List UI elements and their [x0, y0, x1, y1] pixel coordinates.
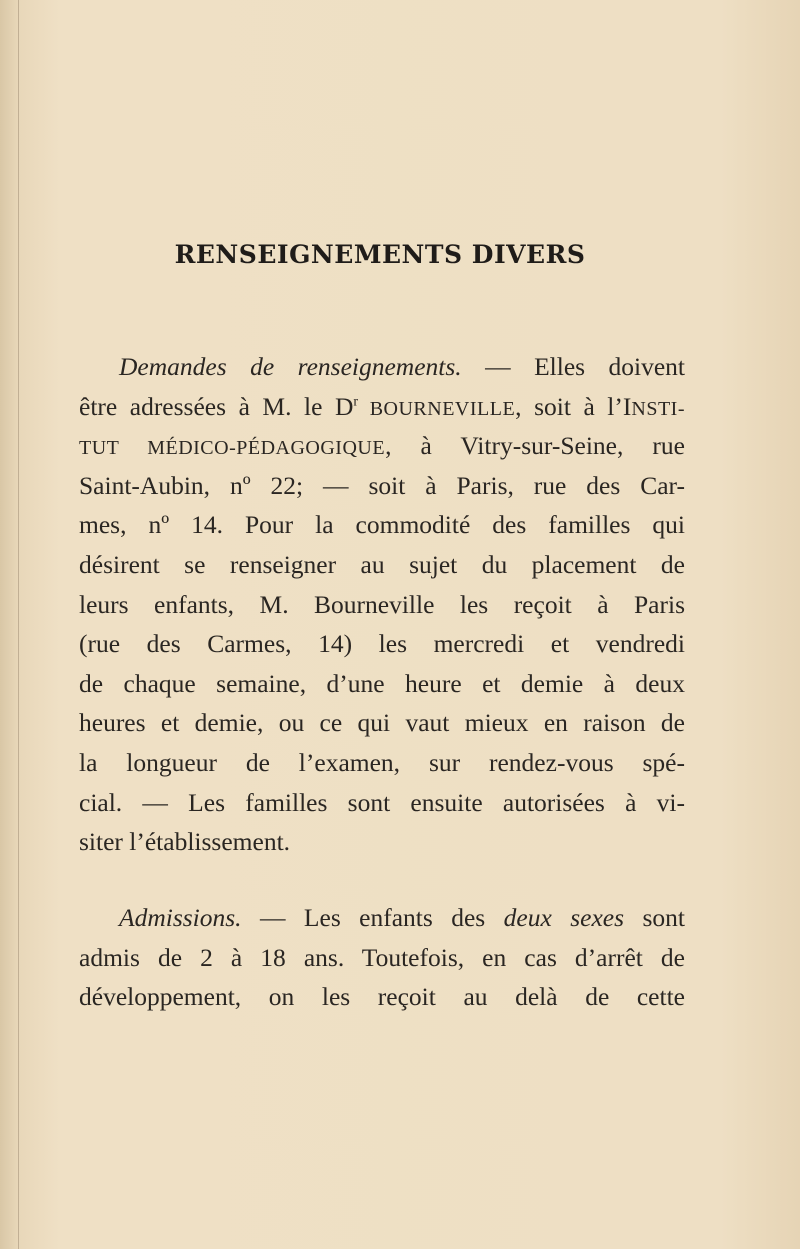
emphasis-text: deux sexes — [503, 903, 625, 932]
text-line: désirent se renseigner au sujet du placement de — [79, 549, 685, 579]
text-line: leurs enfants, M. Bourneville les reçoit à Paris — [79, 589, 685, 619]
text-line: mes, nº 14. Pour la commodité des familles qui — [79, 510, 685, 540]
text-line: de chaque semaine, d’une heure et demie à deux — [79, 668, 685, 698]
small-caps-text: NSTI- — [631, 397, 685, 420]
superscript: r — [353, 394, 359, 410]
text-segment: — Les enfants des — [241, 903, 504, 932]
paragraph-admissions — [79, 898, 685, 1017]
small-caps-institution: TUT MÉDICO-PÉDAGOGIQUE — [79, 437, 386, 460]
section-heading-admissions: Admissions. — [119, 903, 242, 932]
text-line: cial. — Les familles sont ensuite autorisées à vi- — [79, 787, 685, 817]
text-segment: — Elles doivent — [461, 352, 685, 381]
text-line — [79, 347, 685, 387]
text-segment: être adressées à M. le D — [79, 391, 354, 421]
text-segment: , soit à l’I — [515, 391, 632, 421]
text-segment: , à Vitry-sur-Seine, rue — [385, 431, 685, 461]
text-segment: sont — [624, 903, 685, 932]
section-heading-demandes: Demandes de renseignements. — [119, 352, 462, 381]
text-line: Saint-Aubin, nº 22; — soit à Paris, rue des Car- — [79, 470, 685, 500]
text-line: siter l’établissement. — [79, 827, 291, 857]
text-line: (rue des Carmes, 14) les mercredi et vendredi — [79, 629, 685, 659]
text-line — [79, 898, 685, 938]
page-title: RENSEIGNEMENTS DIVERS — [174, 240, 586, 269]
text-line: admis de 2 à 18 ans. Toutefois, en cas d’arrêt de — [79, 942, 685, 972]
text-line: développement, on les reçoit au delà de cette — [79, 982, 685, 1012]
paragraph-demandes — [79, 347, 685, 862]
text-line — [79, 426, 685, 466]
text-line: heures et demie, ou ce qui vaut mieux en raison de — [79, 708, 685, 738]
text-line — [79, 387, 685, 427]
text-line: la longueur de l’examen, sur rendez-vous spé- — [79, 747, 685, 777]
small-caps-name: BOURNEVILLE — [358, 397, 516, 420]
